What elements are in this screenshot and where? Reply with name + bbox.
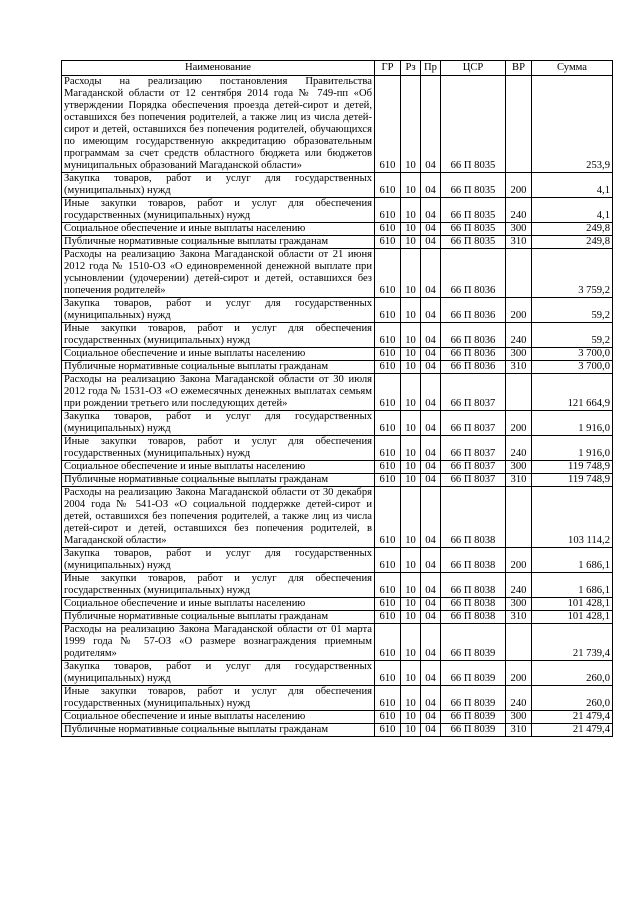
cell-pr: 04 xyxy=(421,487,441,548)
cell-sum: 1 686,1 xyxy=(532,573,613,598)
table-row xyxy=(62,223,613,236)
cell-pr: 04 xyxy=(421,76,441,173)
cell-gr: 610 xyxy=(375,236,401,249)
cell-vr: 300 xyxy=(506,711,532,724)
table-row xyxy=(62,411,613,436)
cell-name: Расходы на реализацию Закона Магаданской области от 21 июня 2012 года № 1510-ОЗ «О единовременной денежной выплате при усыновлении (удочерении) детей-сирот и детей, оставшихся без попечения родителей» xyxy=(62,249,375,298)
table-row xyxy=(62,598,613,611)
cell-gr: 610 xyxy=(375,598,401,611)
header-rz: Рз xyxy=(401,61,421,76)
cell-vr: 200 xyxy=(506,173,532,198)
table-body xyxy=(62,76,613,737)
cell-name: Социальное обеспечение и иные выплаты населению xyxy=(62,223,375,236)
header-name: Наименование xyxy=(62,61,375,76)
cell-rz: 10 xyxy=(401,436,421,461)
cell-rz: 10 xyxy=(401,361,421,374)
table-row xyxy=(62,76,613,173)
cell-pr: 04 xyxy=(421,223,441,236)
cell-sum: 21 479,4 xyxy=(532,724,613,737)
cell-sum: 3 759,2 xyxy=(532,249,613,298)
table-row xyxy=(62,711,613,724)
cell-gr: 610 xyxy=(375,361,401,374)
cell-vr: 310 xyxy=(506,361,532,374)
cell-gr: 610 xyxy=(375,374,401,411)
cell-pr: 04 xyxy=(421,348,441,361)
cell-csr: 66 П 8037 xyxy=(441,374,506,411)
cell-pr: 04 xyxy=(421,173,441,198)
cell-sum: 249,8 xyxy=(532,223,613,236)
cell-gr: 610 xyxy=(375,487,401,548)
cell-vr: 200 xyxy=(506,661,532,686)
cell-name: Закупка товаров, работ и услуг для государственных (муниципальных) нужд xyxy=(62,548,375,573)
cell-sum: 101 428,1 xyxy=(532,598,613,611)
cell-name: Публичные нормативные социальные выплаты гражданам xyxy=(62,611,375,624)
cell-gr: 610 xyxy=(375,198,401,223)
table-row xyxy=(62,436,613,461)
cell-pr: 04 xyxy=(421,374,441,411)
cell-csr: 66 П 8039 xyxy=(441,661,506,686)
cell-rz: 10 xyxy=(401,461,421,474)
cell-name: Публичные нормативные социальные выплаты гражданам xyxy=(62,236,375,249)
cell-sum: 4,1 xyxy=(532,198,613,223)
cell-csr: 66 П 8039 xyxy=(441,724,506,737)
table-row xyxy=(62,611,613,624)
cell-rz: 10 xyxy=(401,223,421,236)
cell-name: Расходы на реализацию Закона Магаданской области от 01 марта 1999 года № 57-ОЗ «О размере вознаграждения приемным родителям» xyxy=(62,624,375,661)
table-row xyxy=(62,323,613,348)
cell-gr: 610 xyxy=(375,323,401,348)
cell-name: Расходы на реализацию Закона Магаданской области от 30 декабря 2004 года № 541-ОЗ «О социальной поддержке детей-сирот и детей, оставшихся без попечения родителей, а также лиц из числа детей-сирот и детей, оставшихся без попечения родителей, в Магаданской области» xyxy=(62,487,375,548)
cell-vr: 200 xyxy=(506,298,532,323)
cell-csr: 66 П 8035 xyxy=(441,198,506,223)
table-row xyxy=(62,461,613,474)
cell-vr xyxy=(506,76,532,173)
cell-sum: 249,8 xyxy=(532,236,613,249)
cell-pr: 04 xyxy=(421,724,441,737)
cell-name: Социальное обеспечение и иные выплаты населению xyxy=(62,461,375,474)
cell-pr: 04 xyxy=(421,661,441,686)
cell-rz: 10 xyxy=(401,711,421,724)
cell-name: Иные закупки товаров, работ и услуг для обеспечения государственных (муниципальных) нужд xyxy=(62,323,375,348)
cell-rz: 10 xyxy=(401,686,421,711)
header-csr: ЦСР xyxy=(441,61,506,76)
cell-sum: 21 739,4 xyxy=(532,624,613,661)
cell-csr: 66 П 8038 xyxy=(441,548,506,573)
table-row xyxy=(62,374,613,411)
cell-pr: 04 xyxy=(421,573,441,598)
cell-vr: 310 xyxy=(506,236,532,249)
cell-name: Социальное обеспечение и иные выплаты населению xyxy=(62,598,375,611)
cell-sum: 121 664,9 xyxy=(532,374,613,411)
cell-sum: 101 428,1 xyxy=(532,611,613,624)
cell-name: Социальное обеспечение и иные выплаты населению xyxy=(62,711,375,724)
cell-vr: 300 xyxy=(506,461,532,474)
cell-vr: 310 xyxy=(506,611,532,624)
cell-rz: 10 xyxy=(401,611,421,624)
cell-rz: 10 xyxy=(401,323,421,348)
cell-rz: 10 xyxy=(401,487,421,548)
cell-vr: 300 xyxy=(506,598,532,611)
cell-rz: 10 xyxy=(401,198,421,223)
cell-pr: 04 xyxy=(421,236,441,249)
cell-name: Закупка товаров, работ и услуг для государственных (муниципальных) нужд xyxy=(62,298,375,323)
cell-pr: 04 xyxy=(421,411,441,436)
table-row xyxy=(62,198,613,223)
cell-rz: 10 xyxy=(401,348,421,361)
cell-name: Расходы на реализацию постановления Правительства Магаданской области от 12 сентября 2014 года № 749-пп «Об утверждении Порядка обеспечения проезда детей-сирот и детей, оставшихся без попечения родителей, а также лиц из числа детей-сирот и детей, оставшихся без попечения родителей, обучающихся по имеющим государственную аккредитацию образовательным программам за счет средств областного бюджета или бюджетов муниципальных образований Магаданской области» xyxy=(62,76,375,173)
table-row xyxy=(62,548,613,573)
cell-rz: 10 xyxy=(401,236,421,249)
header-pr: Пр xyxy=(421,61,441,76)
cell-gr: 610 xyxy=(375,548,401,573)
cell-pr: 04 xyxy=(421,686,441,711)
table-row xyxy=(62,624,613,661)
cell-name: Расходы на реализацию Закона Магаданской области от 30 июля 2012 года № 1531-ОЗ «О ежемесячных денежных выплатах семьям при рождении третьего или последующих детей» xyxy=(62,374,375,411)
cell-csr: 66 П 8037 xyxy=(441,461,506,474)
cell-csr: 66 П 8036 xyxy=(441,348,506,361)
cell-vr xyxy=(506,249,532,298)
header-vr: ВР xyxy=(506,61,532,76)
cell-sum: 119 748,9 xyxy=(532,461,613,474)
cell-csr: 66 П 8035 xyxy=(441,236,506,249)
cell-pr: 04 xyxy=(421,624,441,661)
cell-pr: 04 xyxy=(421,323,441,348)
cell-name: Публичные нормативные социальные выплаты гражданам xyxy=(62,724,375,737)
cell-csr: 66 П 8036 xyxy=(441,323,506,348)
table-row xyxy=(62,686,613,711)
cell-csr: 66 П 8037 xyxy=(441,436,506,461)
cell-csr: 66 П 8038 xyxy=(441,487,506,548)
cell-csr: 66 П 8037 xyxy=(441,411,506,436)
cell-gr: 610 xyxy=(375,298,401,323)
cell-rz: 10 xyxy=(401,474,421,487)
cell-csr: 66 П 8036 xyxy=(441,298,506,323)
cell-sum: 103 114,2 xyxy=(532,487,613,548)
table-row xyxy=(62,173,613,198)
cell-sum: 21 479,4 xyxy=(532,711,613,724)
header-gr: ГР xyxy=(375,61,401,76)
cell-rz: 10 xyxy=(401,598,421,611)
cell-sum: 4,1 xyxy=(532,173,613,198)
cell-gr: 610 xyxy=(375,436,401,461)
cell-rz: 10 xyxy=(401,724,421,737)
cell-gr: 610 xyxy=(375,76,401,173)
cell-gr: 610 xyxy=(375,661,401,686)
cell-pr: 04 xyxy=(421,461,441,474)
cell-pr: 04 xyxy=(421,548,441,573)
cell-csr: 66 П 8038 xyxy=(441,573,506,598)
table-row xyxy=(62,249,613,298)
cell-sum: 3 700,0 xyxy=(532,361,613,374)
cell-vr: 240 xyxy=(506,323,532,348)
cell-sum: 59,2 xyxy=(532,323,613,348)
cell-sum: 59,2 xyxy=(532,298,613,323)
cell-gr: 610 xyxy=(375,461,401,474)
cell-pr: 04 xyxy=(421,611,441,624)
cell-csr: 66 П 8037 xyxy=(441,474,506,487)
cell-sum: 260,0 xyxy=(532,661,613,686)
table-row xyxy=(62,573,613,598)
cell-rz: 10 xyxy=(401,76,421,173)
cell-pr: 04 xyxy=(421,249,441,298)
cell-rz: 10 xyxy=(401,411,421,436)
cell-rz: 10 xyxy=(401,548,421,573)
cell-rz: 10 xyxy=(401,661,421,686)
cell-pr: 04 xyxy=(421,361,441,374)
cell-name: Иные закупки товаров, работ и услуг для обеспечения государственных (муниципальных) нужд xyxy=(62,686,375,711)
cell-sum: 119 748,9 xyxy=(532,474,613,487)
cell-gr: 610 xyxy=(375,686,401,711)
table-row xyxy=(62,474,613,487)
cell-rz: 10 xyxy=(401,624,421,661)
table-row xyxy=(62,236,613,249)
cell-sum: 260,0 xyxy=(532,686,613,711)
cell-vr xyxy=(506,487,532,548)
cell-rz: 10 xyxy=(401,298,421,323)
cell-pr: 04 xyxy=(421,298,441,323)
cell-csr: 66 П 8038 xyxy=(441,611,506,624)
cell-csr: 66 П 8035 xyxy=(441,76,506,173)
cell-csr: 66 П 8038 xyxy=(441,598,506,611)
cell-vr: 200 xyxy=(506,548,532,573)
cell-rz: 10 xyxy=(401,573,421,598)
cell-vr: 200 xyxy=(506,411,532,436)
cell-vr: 300 xyxy=(506,348,532,361)
cell-gr: 610 xyxy=(375,611,401,624)
table-row xyxy=(62,661,613,686)
cell-gr: 610 xyxy=(375,711,401,724)
cell-csr: 66 П 8036 xyxy=(441,361,506,374)
cell-name: Публичные нормативные социальные выплаты гражданам xyxy=(62,361,375,374)
cell-pr: 04 xyxy=(421,198,441,223)
table-row xyxy=(62,361,613,374)
cell-pr: 04 xyxy=(421,436,441,461)
cell-vr: 240 xyxy=(506,686,532,711)
cell-pr: 04 xyxy=(421,598,441,611)
cell-name: Иные закупки товаров, работ и услуг для обеспечения государственных (муниципальных) нужд xyxy=(62,573,375,598)
cell-sum: 253,9 xyxy=(532,76,613,173)
cell-vr: 240 xyxy=(506,436,532,461)
cell-name: Закупка товаров, работ и услуг для государственных (муниципальных) нужд xyxy=(62,661,375,686)
cell-csr: 66 П 8039 xyxy=(441,624,506,661)
cell-vr: 310 xyxy=(506,474,532,487)
cell-sum: 1 916,0 xyxy=(532,411,613,436)
cell-vr xyxy=(506,624,532,661)
cell-rz: 10 xyxy=(401,374,421,411)
cell-rz: 10 xyxy=(401,173,421,198)
cell-gr: 610 xyxy=(375,724,401,737)
cell-vr: 300 xyxy=(506,223,532,236)
cell-gr: 610 xyxy=(375,173,401,198)
cell-vr: 310 xyxy=(506,724,532,737)
cell-vr xyxy=(506,374,532,411)
cell-gr: 610 xyxy=(375,249,401,298)
cell-csr: 66 П 8039 xyxy=(441,711,506,724)
cell-gr: 610 xyxy=(375,348,401,361)
cell-vr: 240 xyxy=(506,573,532,598)
cell-vr: 240 xyxy=(506,198,532,223)
cell-gr: 610 xyxy=(375,624,401,661)
cell-pr: 04 xyxy=(421,474,441,487)
cell-sum: 1 916,0 xyxy=(532,436,613,461)
cell-gr: 610 xyxy=(375,411,401,436)
cell-rz: 10 xyxy=(401,249,421,298)
cell-name: Иные закупки товаров, работ и услуг для обеспечения государственных (муниципальных) нужд xyxy=(62,436,375,461)
cell-sum: 3 700,0 xyxy=(532,348,613,361)
cell-gr: 610 xyxy=(375,474,401,487)
cell-csr: 66 П 8036 xyxy=(441,249,506,298)
cell-name: Публичные нормативные социальные выплаты гражданам xyxy=(62,474,375,487)
cell-name: Иные закупки товаров, работ и услуг для обеспечения государственных (муниципальных) нужд xyxy=(62,198,375,223)
cell-sum: 1 686,1 xyxy=(532,548,613,573)
cell-pr: 04 xyxy=(421,711,441,724)
table-row xyxy=(62,298,613,323)
cell-gr: 610 xyxy=(375,573,401,598)
cell-gr: 610 xyxy=(375,223,401,236)
cell-csr: 66 П 8035 xyxy=(441,173,506,198)
header-sum: Сумма xyxy=(532,61,613,76)
document-page xyxy=(61,60,612,737)
table-header-row xyxy=(62,61,613,76)
budget-table xyxy=(61,60,613,737)
cell-csr: 66 П 8035 xyxy=(441,223,506,236)
table-row xyxy=(62,487,613,548)
cell-name: Закупка товаров, работ и услуг для государственных (муниципальных) нужд xyxy=(62,411,375,436)
cell-name: Социальное обеспечение и иные выплаты населению xyxy=(62,348,375,361)
cell-csr: 66 П 8039 xyxy=(441,686,506,711)
table-row xyxy=(62,348,613,361)
table-row xyxy=(62,724,613,737)
cell-name: Закупка товаров, работ и услуг для государственных (муниципальных) нужд xyxy=(62,173,375,198)
